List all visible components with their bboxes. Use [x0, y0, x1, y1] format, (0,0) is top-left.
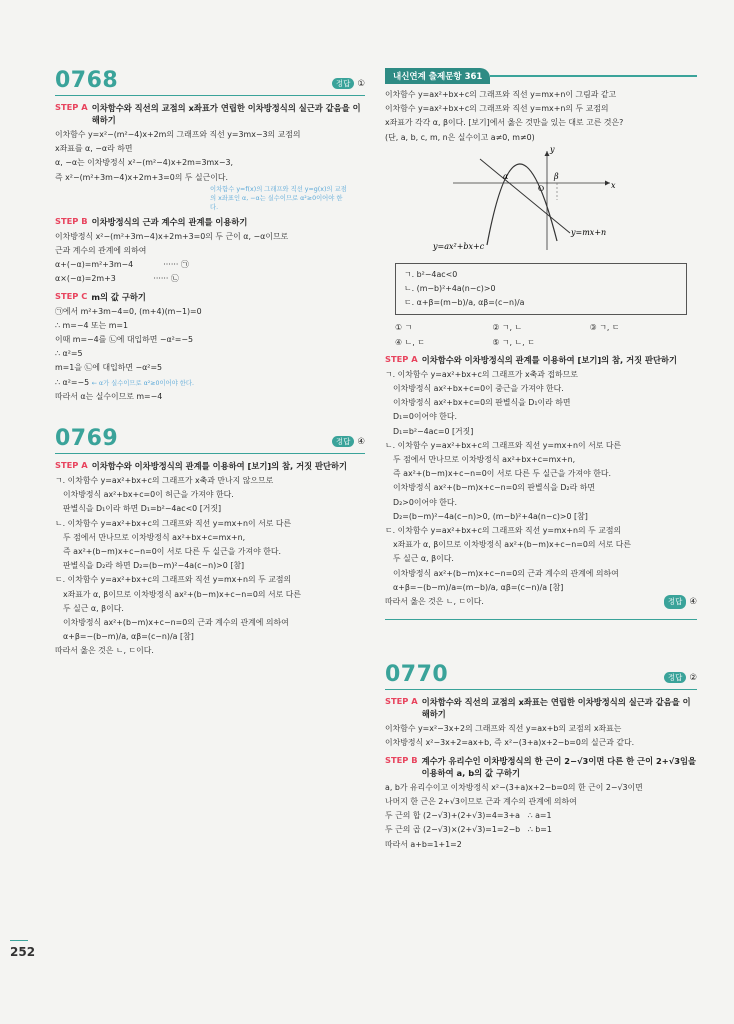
- bogi-item: ㄴ. (m−b)²+4a(n−c)>0: [404, 284, 496, 294]
- answer-value: ④: [357, 436, 365, 447]
- choice-5[interactable]: ⑤ ㄱ, ㄴ, ㄷ: [492, 337, 535, 347]
- problem-number: 0770: [385, 662, 449, 688]
- solution-text: ∴ α²=−5: [55, 377, 90, 387]
- solution-line: x좌표가 α, β이므로 이차방정식 ax²+(b−m)x+c−n=0의 서로 다른: [393, 540, 632, 550]
- solution-line: 즉 ax²+(b−m)x+c−n=0이 서로 다른 두 실근을 가져야 한다.: [393, 469, 612, 479]
- solution-line: D₁=b²−4ac=0 [거짓]: [393, 426, 474, 436]
- step-title: 이차함수와 직선의 교점의 x좌표가 연립한 이차방정식의 실근과 같음을 이해하기: [91, 103, 361, 125]
- solution-line: α, −α는 이차방정식 x²−(m²−4)x+2m=3mx−3,: [55, 158, 233, 168]
- line-graph: [480, 159, 570, 233]
- solution-line: ∴ α²=5: [55, 349, 83, 359]
- step-tag: STEP A: [55, 102, 88, 112]
- answer-choices: [385, 321, 697, 349]
- solution-line: 따라서 옳은 것은 ㄴ, ㄷ이다.: [55, 646, 154, 656]
- page-number: 252: [10, 945, 36, 959]
- step-tag: STEP B: [385, 754, 418, 765]
- solution-line: ㄴ. 이차함수 y=ax²+bx+c의 그래프와 직선 y=mx+n이 서로 다른: [55, 518, 292, 528]
- question-line: 이차함수 y=ax²+bx+c의 그래프와 직선 y=mx+n이 그림과 같고: [385, 90, 617, 99]
- answer-badge: [332, 436, 365, 447]
- solution-line: α+(−α)=m²+3m−4 ······ ㉠: [55, 260, 189, 270]
- solution-line: 두 근의 곱 (2−√3)×(2+√3)=1=2−b ∴ b=1: [385, 825, 552, 835]
- step-title: 이차함수와 직선의 교점의 x좌표는 연립한 이차방정식의 실근과 같음을 이해하기: [421, 697, 691, 720]
- solution-line: [55, 376, 365, 390]
- solution-line: 즉 ax²+(b−m)x+c−n=0이 서로 다른 두 실근을 가져야 한다.: [63, 547, 282, 557]
- solution-line: 이차방정식 x²−3x+2=ax+b, 즉 x²−(3+a)x+2−b=0의 실근과 같다.: [385, 738, 635, 748]
- answer-label: 정답: [664, 672, 687, 683]
- solution-line: 따라서 α는 실수이므로 m=−4: [55, 391, 163, 401]
- curve-equation-label: y=ax²+bx+c: [433, 241, 485, 251]
- problem-0769: [55, 426, 365, 659]
- step-title: 계수가 유리수인 이차방정식의 한 근이 2−√3이면 다른 한 근이 2+√3임을 이용하여 a, b의 값 구하기: [421, 755, 697, 778]
- solution-line: D₂>0이어야 한다.: [393, 497, 457, 507]
- solution-line: 이차함수 y=x²−(m²−4)x+2m의 그래프와 직선 y=3mx−3의 교점의: [55, 130, 301, 139]
- solution-line: 두 점에서 만나므로 이차방정식 ax²+bx+c=mx+n,: [63, 532, 246, 542]
- solution-line: 두 실근 α, β이다.: [393, 554, 454, 564]
- step-title: 이차방정식의 근과 계수의 관계를 이용하기: [91, 216, 248, 227]
- solution-line: 따라서 a+b=1+1=2: [385, 839, 462, 849]
- solution-line: α+β=−(b−m)/a=(m−b)/a, αβ=(c−n)/a [참]: [393, 582, 564, 592]
- solution-line: 이차방정식 ax²+bx+c=0이 허근을 가져야 한다.: [63, 490, 234, 500]
- problem-0770: [385, 662, 697, 851]
- line-equation-label: y=mx+n: [571, 227, 607, 237]
- step-c: [55, 291, 365, 303]
- solution-line: 이차함수 y=x²−3x+2의 그래프와 직선 y=ax+b의 교점의 x좌표는: [385, 724, 622, 734]
- step-tag: STEP A: [385, 353, 418, 364]
- problem-number: 0769: [55, 426, 119, 452]
- answer-value: ②: [689, 672, 697, 683]
- problem-0768: [55, 68, 365, 404]
- side-note: 이차함수 y=f(x)의 그래프와 직선 y=g(x)의 교점의 x좌표인 α, −α는 실수이므로 α²≥0이어야 한다.: [210, 185, 347, 211]
- bogi-item: ㄷ. α+β=(m−b)/a, αβ=(c−n)/a: [404, 298, 525, 308]
- answer-label: 정답: [332, 78, 355, 89]
- bogi-item: ㄱ. b²−4ac<0: [404, 269, 458, 279]
- solution-conclusion: [385, 595, 697, 613]
- solution-line: α×(−α)=2m+3 ······ ㉡: [55, 274, 179, 284]
- solution-line: 이때 m=−4를 ㉡에 대입하면 −α²=−5: [55, 335, 194, 345]
- question-line: x좌표가 각각 α, β이다. [보기]에서 옳은 것만을 있는 대로 고른 것은?: [385, 118, 624, 128]
- solution-line: 판별식을 D₁이라 하면 D₁=b²−4ac<0 [거짓]: [63, 504, 222, 514]
- choice-2[interactable]: ② ㄱ, ㄴ: [492, 323, 523, 333]
- step-a: [385, 696, 697, 720]
- problem-header: [55, 68, 365, 96]
- step-a: [55, 460, 365, 472]
- choice-3[interactable]: ③ ㄱ, ㄷ: [589, 323, 620, 333]
- choice-4[interactable]: ④ ㄴ, ㄷ: [395, 337, 425, 347]
- solution-line: ㄷ. 이차함수 y=ax²+bx+c의 그래프와 직선 y=mx+n의 두 교점의: [385, 526, 622, 536]
- y-axis-arrow: [545, 151, 550, 156]
- solution-line: 두 근의 합 (2−√3)+(2+√3)=4=3+a ∴ a=1: [385, 811, 552, 821]
- right-column: [385, 68, 697, 852]
- left-column: [55, 68, 365, 659]
- step-tag: STEP C: [55, 290, 88, 301]
- solution-line: 이차방정식 x²−(m²+3m−4)x+2m+3=0의 두 근이 α, −α이므로: [55, 231, 289, 241]
- step-b: [55, 216, 365, 228]
- choice-1[interactable]: ① ㄱ: [395, 323, 413, 333]
- parabola-curve: [487, 164, 557, 245]
- y-label: y: [550, 144, 555, 154]
- answer-value: ④: [689, 597, 697, 608]
- margin-divider: [10, 940, 28, 941]
- step-b: [385, 755, 697, 779]
- header-rule: [490, 75, 697, 77]
- problem-header: [385, 662, 697, 690]
- step-title: 이차함수와 이차방정식의 관계를 이용하여 [보기]의 참, 거짓 판단하기: [421, 354, 678, 365]
- solution-line: ∴ m=−4 또는 m=1: [55, 320, 129, 330]
- question-line: (단, a, b, c, m, n은 실수이고 a≠0, m≠0): [385, 132, 535, 142]
- answer-badge: [664, 595, 697, 609]
- answer-label: 정답: [664, 595, 687, 609]
- solution-line: ㄷ. 이차함수 y=ax²+bx+c의 그래프와 직선 y=mx+n의 두 교점의: [55, 575, 292, 585]
- x-label: x: [611, 180, 616, 190]
- step-tag: STEP B: [55, 215, 88, 226]
- solution-line: 두 실근 α, β이다.: [63, 603, 124, 613]
- beta-label: β: [554, 171, 559, 181]
- step-a: [55, 102, 365, 126]
- solution-line: x좌표를 α, −α라 하면: [55, 144, 133, 154]
- solution-line: D₁=0이어야 한다.: [393, 412, 457, 422]
- problem-header: [55, 426, 365, 454]
- problem-number: 0768: [55, 68, 119, 93]
- solution-line: ㉠에서 m²+3m−4=0, (m+4)(m−1)=0: [55, 306, 202, 316]
- solution-line: ㄴ. 이차함수 y=ax²+bx+c의 그래프와 직선 y=mx+n이 서로 다른: [385, 440, 622, 450]
- solution-line: ㄱ. 이차함수 y=ax²+bx+c의 그래프가 x축과 만나지 않으므로: [55, 476, 274, 486]
- linked-problem-header: [385, 68, 697, 84]
- solution-line: 두 점에서 만나므로 이차방정식 ax²+bx+c=mx+n,: [393, 455, 576, 465]
- step-tag: STEP A: [385, 696, 418, 707]
- solution-line: 즉 x²−(m²+3m−4)x+2m+3=0의 두 실근이다.: [55, 172, 229, 182]
- solution-line: 판별식을 D₂라 하면 D₂=(b−m)²−4a(c−n)>0 [참]: [63, 561, 245, 571]
- solution-line: x좌표가 α, β이므로 이차방정식 ax²+(b−m)x+c−n=0의 서로 다른: [63, 589, 302, 599]
- solution-line: m=1을 ㉡에 대입하면 −α²=5: [55, 363, 163, 373]
- solution-line: a, b가 유리수이고 이차방정식 x²−(3+a)x+2−b=0의 한 근이 2−√3이면: [385, 782, 643, 792]
- solution-line: D₂=(b−m)²−4a(c−n)>0, (m−b)²+4a(n−c)>0 [참]: [393, 511, 588, 521]
- solution-text: 따라서 옳은 것은 ㄴ, ㄷ이다.: [385, 597, 484, 607]
- solution-line: 이차방정식 ax²+bx+c=0이 중근을 가져야 한다.: [393, 384, 564, 394]
- step-a: [385, 354, 697, 366]
- solution-line: ㄱ. 이차함수 y=ax²+bx+c의 그래프가 x축과 접하므로: [385, 369, 578, 379]
- answer-badge: [664, 672, 697, 683]
- solution-line: 이차방정식 ax²+(b−m)x+c−n=0의 근과 계수의 관계에 의하여: [393, 568, 619, 578]
- question-line: 이차함수 y=ax²+bx+c의 그래프와 직선 y=mx+n의 두 교점의: [385, 104, 609, 114]
- step-title: m의 값 구하기: [91, 291, 146, 302]
- parabola-line-graph: [385, 145, 697, 253]
- solution-line: 근과 계수의 관계에 의하여: [55, 246, 147, 256]
- x-axis-arrow: [605, 180, 610, 185]
- answer-badge: [332, 78, 365, 89]
- answer-label: 정답: [332, 436, 355, 447]
- section-divider: [385, 619, 697, 620]
- answer-value: ①: [357, 78, 365, 89]
- step-title: 이차함수와 이차방정식의 관계를 이용하여 [보기]의 참, 거짓 판단하기: [91, 461, 348, 472]
- side-note: ← α가 실수이므로 α²≥0이어야 한다.: [91, 379, 194, 387]
- solution-line: 나머지 한 근은 2+√3이므로 근과 계수의 관계에 의하여: [385, 796, 577, 806]
- solution-line: α+β=−(b−m)/a, αβ=(c−n)/a [참]: [63, 632, 194, 642]
- bogi-box: [395, 263, 687, 316]
- origin-label: O: [538, 183, 545, 193]
- step-tag: STEP A: [55, 460, 88, 471]
- linked-problem-title: 내신연계 출제문항 361: [385, 68, 490, 84]
- solution-line: 이차방정식 ax²+bx+c=0의 판별식을 D₁이라 하면: [393, 398, 571, 408]
- problem-361: [385, 68, 697, 620]
- alpha-label: α: [503, 171, 509, 181]
- solution-line: 이차방정식 ax²+(b−m)x+c−n=0의 판별식을 D₂라 하면: [393, 483, 595, 493]
- solution-line: 이차방정식 ax²+(b−m)x+c−n=0의 근과 계수의 관계에 의하여: [63, 618, 289, 628]
